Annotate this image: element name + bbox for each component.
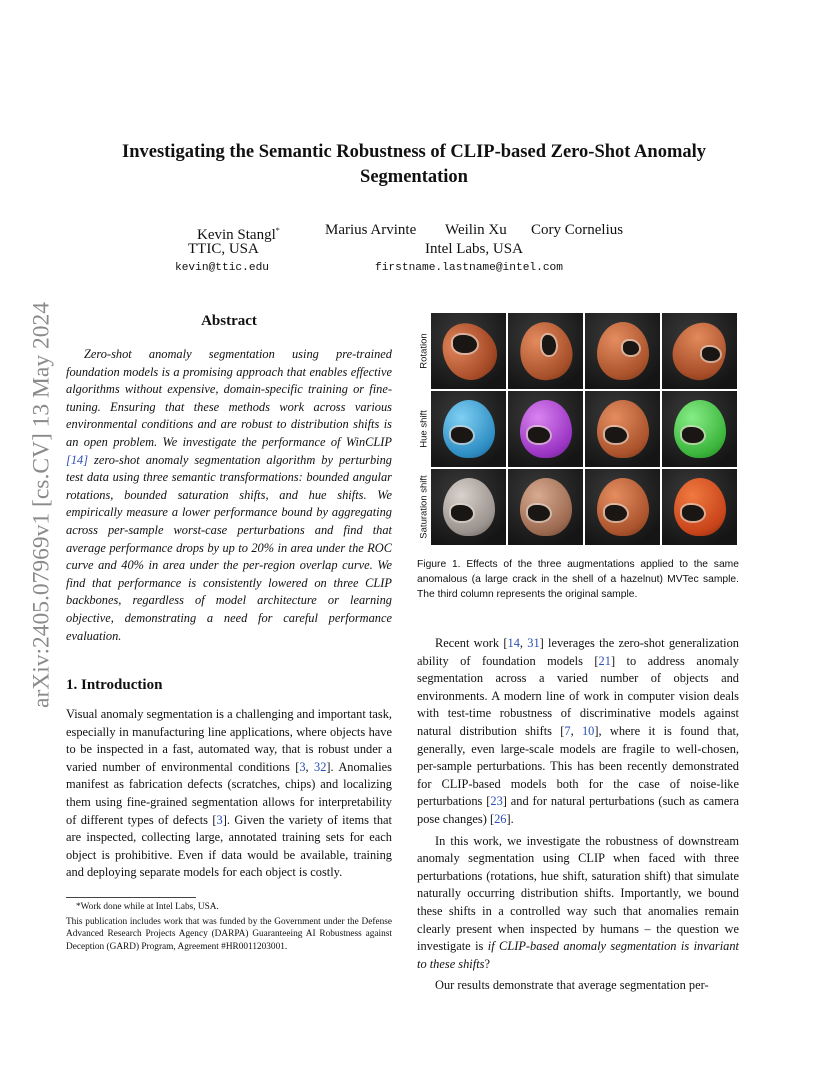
author-weilin-xu: Weilin Xu [445, 222, 507, 238]
paper-title [60, 140, 768, 190]
section-heading-introduction: 1. Introduction [66, 677, 163, 693]
hazelnut-image [508, 469, 583, 545]
hazelnut-image [431, 469, 506, 545]
email-kevin[interactable]: kevin@ttic.edu [175, 262, 269, 274]
body-text: , [570, 723, 582, 738]
abstract-text-2: zero-shot anomaly segmentation algorithm by perturbing test data using three semantic transformations: bounded angular rotations, bounded saturation shifts, and hue shifts. We empirically measure a lower performance bound by aggregating across per-sample worst-case perturbations and find that average performance drops by up to 20% in area under the ROC curve and 40% in area under the per-region overlap curve. We find that performance is consistently lowered on three CLIP backbones, regardless of model architecture or learning objective, demonstrating a need for careful performance evaluation. [66, 452, 392, 643]
intro-text: , [305, 759, 315, 774]
abstract-text-1: Zero-shot anomaly segmentation using pre-trained foundation models is a promising approach that enables effective algorithms without expensive, domain-specific training or fine-tuning. Ensuring that these methods work across various environmental conditions and are robust to distribution shifts is an open problem. We investigate the performance of WinCLIP [66, 347, 392, 449]
hazelnut-image [585, 391, 660, 467]
hazelnut-image [431, 391, 506, 467]
hazelnut-image [662, 469, 737, 545]
citation-link[interactable]: 14 [507, 636, 520, 650]
citation-link[interactable]: 31 [527, 636, 540, 650]
body-text: , [519, 636, 528, 650]
body-text: ] to address anomaly segmentation across a varied number of objects and environments. A modern line of work in computer vision deals with test-time robustness of discriminative models against natural distribution shifts [ [417, 653, 739, 738]
introduction-paragraph [66, 706, 392, 882]
citation-link[interactable]: [14] [66, 452, 89, 467]
affiliation-ttic: TTIC, USA [188, 241, 259, 257]
emphasized-question: if CLIP-based anomaly segmentation is invariant to these shifts [417, 939, 740, 971]
paragraph-recent-work [417, 635, 739, 829]
paragraph-results: Our results demonstrate that average segmentation per- [435, 978, 709, 993]
citation-link[interactable]: 7 [564, 723, 571, 738]
citation-link[interactable]: 26 [494, 811, 507, 826]
body-text: ]. [506, 811, 514, 826]
hazelnut-image [585, 313, 660, 389]
body-text: ? [484, 956, 490, 971]
figure-1-caption: Figure 1. Effects of the three augmentations applied to the same anomalous (a large crack in the shell of a hazelnut) MVTec sample. The third column represents the original sample. [417, 559, 739, 600]
abstract-heading: Abstract [201, 313, 257, 329]
citation-link[interactable]: 23 [490, 794, 503, 809]
body-text: In this work, we investigate the robustness of downstream anomaly segmentation using CLIP when faced with three perturbations (rotations, hue shift, saturation shift) that simulate naturally occurring distribution shifts. Importantly, we bound these shifts in a controlled way such that anomalies remain clearly present when inspected by humans – the question we investigate is [417, 833, 739, 954]
author-cory-cornelius: Cory Cornelius [531, 222, 624, 238]
author-footnote-mark: * [275, 226, 280, 235]
hazelnut-image [508, 313, 583, 389]
hazelnut-image [585, 469, 660, 545]
hazelnut-image [431, 313, 506, 389]
footnote-funding: This publication includes work that was funded by the Government under the Defense Advanced Research Projects Agency (DARPA) Guaranteeing AI Robustness against Deception (GARD) Program, Agreement #HR0011203001. [66, 916, 392, 952]
footnote-divider [66, 897, 196, 898]
hazelnut-image [662, 391, 737, 467]
affiliation-intel: Intel Labs, USA [425, 241, 523, 257]
intro-text: ]. Anomalies manifest as fabrication defects (scratches, chips) and localizing them using fine-grained segmentation allows for interpretability of different types of defects [ [66, 759, 393, 827]
row-label-rotation [417, 313, 431, 389]
paragraph-this-work [417, 833, 739, 974]
abstract-body [66, 346, 392, 645]
email-intel[interactable]: firstname.lastname@intel.com [375, 262, 563, 274]
footnotes [66, 901, 392, 953]
citation-link[interactable]: 21 [598, 653, 611, 668]
arxiv-id: arXiv:2405.07969v1 [cs.CV] 13 May 2024 [28, 302, 55, 708]
citation-link[interactable]: 10 [581, 723, 595, 738]
hazelnut-image [508, 391, 583, 467]
body-text: ] leverages the zero-shot generalization ability of foundation models [ [417, 636, 740, 668]
title-line-2: Segmentation [360, 167, 468, 187]
row-label-text: Hue shift [418, 410, 430, 448]
hazelnut-image-grid [431, 313, 739, 545]
body-text: ], where it is found that, generally, even large-scale models are fragile to well-chosen, per-sample perturbations. This has been recently demonstrated for CLIP-based models both for the case of noise-like perturbations [ [417, 723, 740, 809]
right-column-text [417, 635, 739, 995]
title-line-1: Investigating the Semantic Robustness of CLIP-based Zero-Shot Anomaly [122, 142, 706, 162]
intro-text: Visual anomaly segmentation is a challenging and important task, especially in manufacturing line applications, where objects have to be inspected in a fast, automated way, that is robust under a varied number of environmental conditions [ [66, 707, 392, 774]
figure-1 [417, 313, 739, 545]
citation-link[interactable]: 3 [299, 759, 306, 774]
hazelnut-image [662, 313, 737, 389]
citation-link[interactable]: 32 [314, 759, 327, 774]
arxiv-sidebar-stamp [20, 275, 64, 735]
intro-text: ]. Given the variety of items that are inspected, collecting large, annotated training sets for each object is prohibitive. Even if data would be available, training and deploying separate models for each object is costly. [66, 812, 392, 880]
author-marius-arvinte: Marius Arvinte [325, 222, 417, 238]
body-text: Recent work [ [435, 636, 508, 650]
body-text: ] and for natural perturbations (such as camera pose changes) [ [417, 794, 739, 826]
footnote-work-done: *Work done while at Intel Labs, USA. [76, 902, 219, 912]
citation-link[interactable]: 3 [216, 812, 223, 827]
row-label-saturation-shift [417, 469, 431, 545]
row-label-hue-shift [417, 391, 431, 467]
row-label-text: Saturation shift [418, 475, 430, 539]
row-label-text: Rotation [418, 333, 430, 369]
author-name: Kevin Stangl [197, 227, 276, 243]
